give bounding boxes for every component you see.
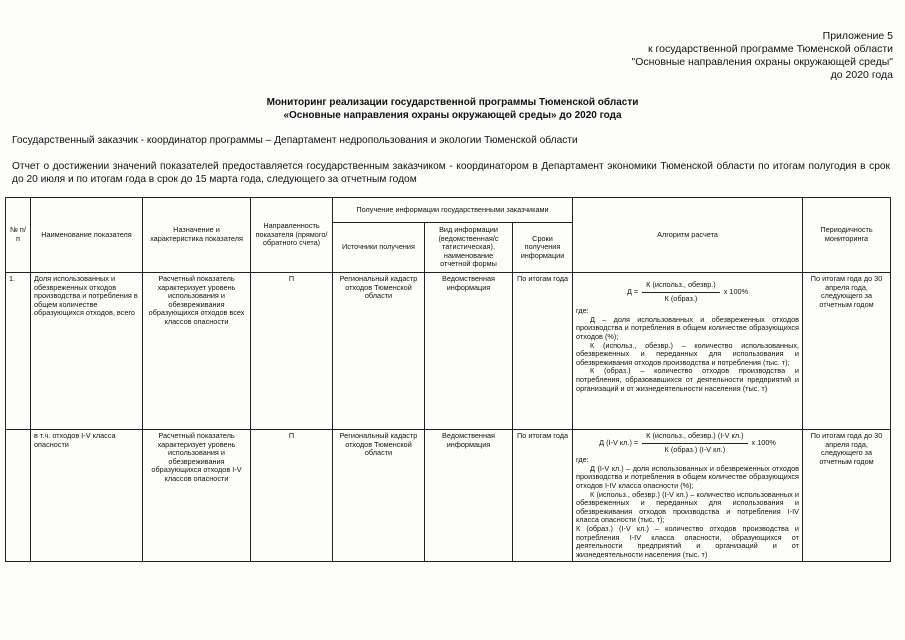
- formula-numerator: К (использ., обезвр.): [642, 281, 720, 293]
- formula-denominator: К (образ.): [664, 293, 698, 303]
- cell-purpose: Расчетный показатель характеризует уровень использования и обезвреживания образующихся отходов I-V классов опасности: [143, 430, 251, 562]
- algorithm-desc: Д – доля использованных и обезвреженных отходов производства и потребления в общем количестве образующихся отходов (%);: [576, 314, 800, 341]
- formula-denominator: К (образ.) (I-V кл.): [664, 444, 726, 454]
- header-info-group: Получение информации государственными заказчиками: [333, 198, 573, 223]
- header-periodicity: Периодичность мониторинга: [803, 198, 891, 273]
- algorithm-desc: Д (I-V кл.) – доля использованных и обезвреженных отходов производства и потребления в общем количестве образующихся отходов I-IV класса опасности (%);: [576, 463, 800, 490]
- algorithm-desc: К (использ., обезвр.) – количество использованных, обезвреженных и переданных для использования и обезвреживания отходов производства и потребления (тыс. т);: [576, 340, 800, 367]
- title-line: «Основные направления охраны окружающей среды» до 2020 года: [283, 110, 622, 121]
- state-customer-line: Государственный заказчик - координатор программы – Департамент недропользования и экологии Тюменской области: [12, 135, 578, 146]
- algorithm-desc: К (образ.) (I-V кл.) – количество отходов производства и потребления I-IV класса опасности, образующихся от деятельности предприятий и организаций и от жизнедеятельности населения (тыс. т): [576, 523, 800, 559]
- algorithm-desc: К (использ., обезвр.) (I-V кл.) – количество использованных и обезвреженных и переданных для использования и обезвреживания отходов производства и потребления I-IV класса опасности (тыс. т);: [576, 489, 800, 525]
- appendix-line: Приложение 5: [822, 30, 893, 42]
- cell-purpose: Расчетный показатель характеризует уровень использования и обезвреживания образующихся отходов всех классов опасности: [143, 273, 251, 430]
- appendix-line: "Основные направления охраны окружающей среды": [631, 56, 893, 68]
- cell-source: Региональный кадастр отходов Тюменской области: [333, 273, 425, 430]
- formula-fraction: [642, 432, 747, 454]
- header-algorithm: Алгоритм расчета: [573, 198, 803, 273]
- header-direction: Направленность показателя (прямого/ обратного счета): [251, 198, 333, 273]
- formula: [576, 432, 799, 454]
- formula: [576, 281, 799, 303]
- header-info-type: Вид информации (ведомственная/с татистическая), наименование отчетной формы: [425, 223, 513, 273]
- header-num: № п/п: [6, 198, 31, 273]
- appendix-line: до 2020 года: [830, 69, 893, 81]
- cell-name: в т.ч. отходов I-V класса опасности: [31, 430, 143, 562]
- formula-lhs: Д (I-V кл.) =: [599, 437, 639, 447]
- report-paragraph: Отчет о достижении значений показателей предоставляется государственным заказчиком - координатором в Департамент экономики Тюменской области по итогам полугодия в срок до 20 июля и по итогам года в срок до 15 марта года, следующего за отчетным годом: [12, 161, 890, 185]
- monitoring-table: [5, 197, 891, 562]
- cell-info-type: Ведомственная информация: [425, 273, 513, 430]
- formula-multiplier: х 100%: [723, 286, 749, 296]
- appendix-block: [632, 30, 893, 82]
- where-label: где:: [576, 306, 589, 316]
- header-deadlines: Сроки получения информации: [513, 223, 573, 273]
- cell-direction: П: [251, 430, 333, 562]
- table-row: [6, 430, 891, 562]
- cell-source: Региональный кадастр отходов Тюменской области: [333, 430, 425, 562]
- cell-deadline: По итогам года: [513, 430, 573, 562]
- table-row: [6, 273, 891, 430]
- header-sources: Источники получения: [333, 223, 425, 273]
- formula-fraction: [642, 281, 720, 303]
- cell-deadline: По итогам года: [513, 273, 573, 430]
- cell-algorithm: [573, 430, 803, 562]
- cell-algorithm: [573, 273, 803, 430]
- header-name: Наименование показателя: [31, 198, 143, 273]
- formula-lhs: Д =: [626, 286, 639, 296]
- cell-num: 1.: [6, 273, 31, 430]
- cell-num: [6, 430, 31, 562]
- header-row: [6, 198, 891, 223]
- title-line: Мониторинг реализации государственной программы Тюменской области: [266, 97, 639, 108]
- where-label: где:: [576, 455, 589, 465]
- formula-numerator: К (использ., обезвр.) (I-V кл.): [642, 432, 747, 444]
- cell-name: Доля использованных и обезвреженных отходов производства и потребления в общем количестве образующихся отходов, всего: [31, 273, 143, 430]
- cell-direction: П: [251, 273, 333, 430]
- header-purpose: Назначение и характеристика показателя: [143, 198, 251, 273]
- algorithm-desc: К (образ.) – количество отходов производства и потребления, образовавшихся от деятельности предприятий и организаций и от жизнедеятельности населения (тыс. т): [576, 366, 800, 393]
- appendix-line: к государственной программе Тюменской области: [648, 43, 893, 55]
- formula-multiplier: х 100%: [751, 437, 776, 447]
- cell-info-type: Ведомственная информация: [425, 430, 513, 562]
- document-title: [0, 96, 905, 122]
- cell-periodicity: По итогам года до 30 апреля года, следующего за отчетным годом: [803, 430, 891, 562]
- cell-periodicity: По итогам года до 30 апреля года, следующего за отчетным годом: [803, 273, 891, 430]
